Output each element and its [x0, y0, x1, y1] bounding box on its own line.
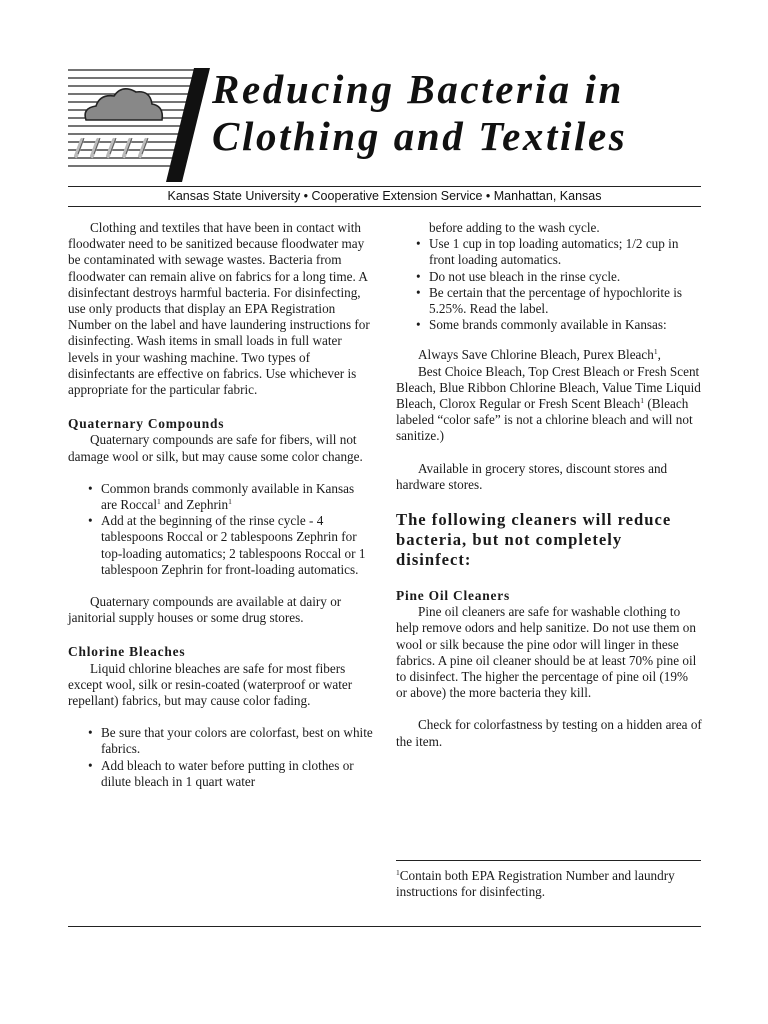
list-item: • Do not use bleach in the rinse cycle. [396, 269, 702, 285]
pine-oil-body: Pine oil cleaners are safe for washable clothing to help remove odors and help sanitize. Do not use them on wool or silk because the pine odor will linger in these fabrics. A pine oil cleaner should be at least 70% pine oil to disinfect. The higher the percentage of pine oil (19% or above) the more bacteria they kill. [396, 604, 697, 701]
footnote-rule [396, 860, 701, 861]
cloud-rain-logo [68, 68, 218, 183]
pine-oil-heading: Pine Oil Cleaners [396, 588, 511, 604]
chlorine-body: Liquid chlorine bleaches are safe for most fibers except wool, silk or resin-coated (waterproof or water repellant) fabrics, but may cause color fading. [68, 660, 353, 709]
partial-cleaners-heading: The following cleaners will reduce bacteria, but not completely disinfect: [396, 510, 672, 570]
header-rule-top [68, 186, 701, 187]
page-title [212, 66, 627, 160]
affiliation-line: Kansas State University • Cooperative Extension Service • Manhattan, Kansas [167, 189, 602, 203]
list-item: • Some brands commonly available in Kansas: [396, 317, 702, 333]
footnote: $^1$Contain both EPA Registration Number and laundry instructions for disinfecting. [396, 868, 675, 900]
list-item: • Common brands commonly available in Kansas are Roccal$^1$ and Zephrin$^1$ [68, 481, 373, 513]
quaternary-body: Quaternary compounds are safe for fibers, will not damage wool or silk, but may cause some color change. [68, 432, 363, 464]
list-item: • Be certain that the percentage of hypochlorite is 5.25%. Read the label. [396, 285, 702, 317]
colorfast-test: Check for colorfastness by testing on a hidden area of the item. [396, 717, 702, 749]
list-item: • Add at the beginning of the rinse cycle - 4 tablespoons Roccal or 2 tablespoons Zephrin for top-loading automatics; 2 tablespoons Roccal or 1 tablespoon Zephrin for front-loading automatics. [68, 513, 373, 578]
header-rule-bottom [68, 206, 701, 207]
list-item: before adding to the wash cycle. [429, 220, 600, 235]
intro-paragraph: Clothing and textiles that have been in contact with floodwater need to be sanitized because floodwater may be contaminated with sewage wastes. Bacteria from floodwater can remain alive on fabrics for a long time. A disinfectant destroys harmful bacteria. For disinfecting, use only products that display an EPA Registration Number on the label and have laundering instructions for disinfecting. Wash items in small loads in full water levels in your washing machine. Two types of disinfectants are effective on fabrics. Use whichever is appropriate for the particular fabric. [68, 220, 370, 398]
title-line-1: Reducing Bacteria in [212, 66, 624, 112]
quaternary-availability: Quaternary compounds are available at dairy or janitorial supply houses or some drug stores. [68, 594, 342, 626]
quaternary-heading: Quaternary Compounds [68, 416, 225, 432]
right-column [396, 220, 702, 750]
chlorine-brands-2: Best Choice Bleach, Top Crest Bleach or Fresh Scent Bleach, Blue Ribbon Chlorine Bleach, Value Time Liquid Bleach, Clorox Regular or Fresh Scent Bleach$^1$ (Bleach labeled “color safe” is not a chlorine bleach and will not sanitize.) [396, 363, 701, 444]
list-item: • Be sure that your colors are colorfast, best on white fabrics. [68, 725, 373, 757]
chlorine-list-continued [396, 220, 702, 333]
title-line-2: Clothing and Textiles [212, 113, 628, 159]
left-column [68, 220, 373, 790]
quaternary-list [68, 481, 373, 578]
chlorine-list [68, 725, 373, 790]
bottom-rule [68, 926, 701, 927]
list-item: • Use 1 cup in top loading automatics; 1/2 cup in front loading automatics. [396, 236, 702, 268]
list-item: • Add bleach to water before putting in clothes or dilute bleach in 1 quart water [68, 758, 373, 790]
chlorine-heading: Chlorine Bleaches [68, 644, 186, 660]
chlorine-brands-1: Always Save Chlorine Bleach, Purex Bleach$^1$, [418, 347, 661, 363]
chlorine-availability: Available in grocery stores, discount stores and hardware stores. [396, 460, 668, 492]
